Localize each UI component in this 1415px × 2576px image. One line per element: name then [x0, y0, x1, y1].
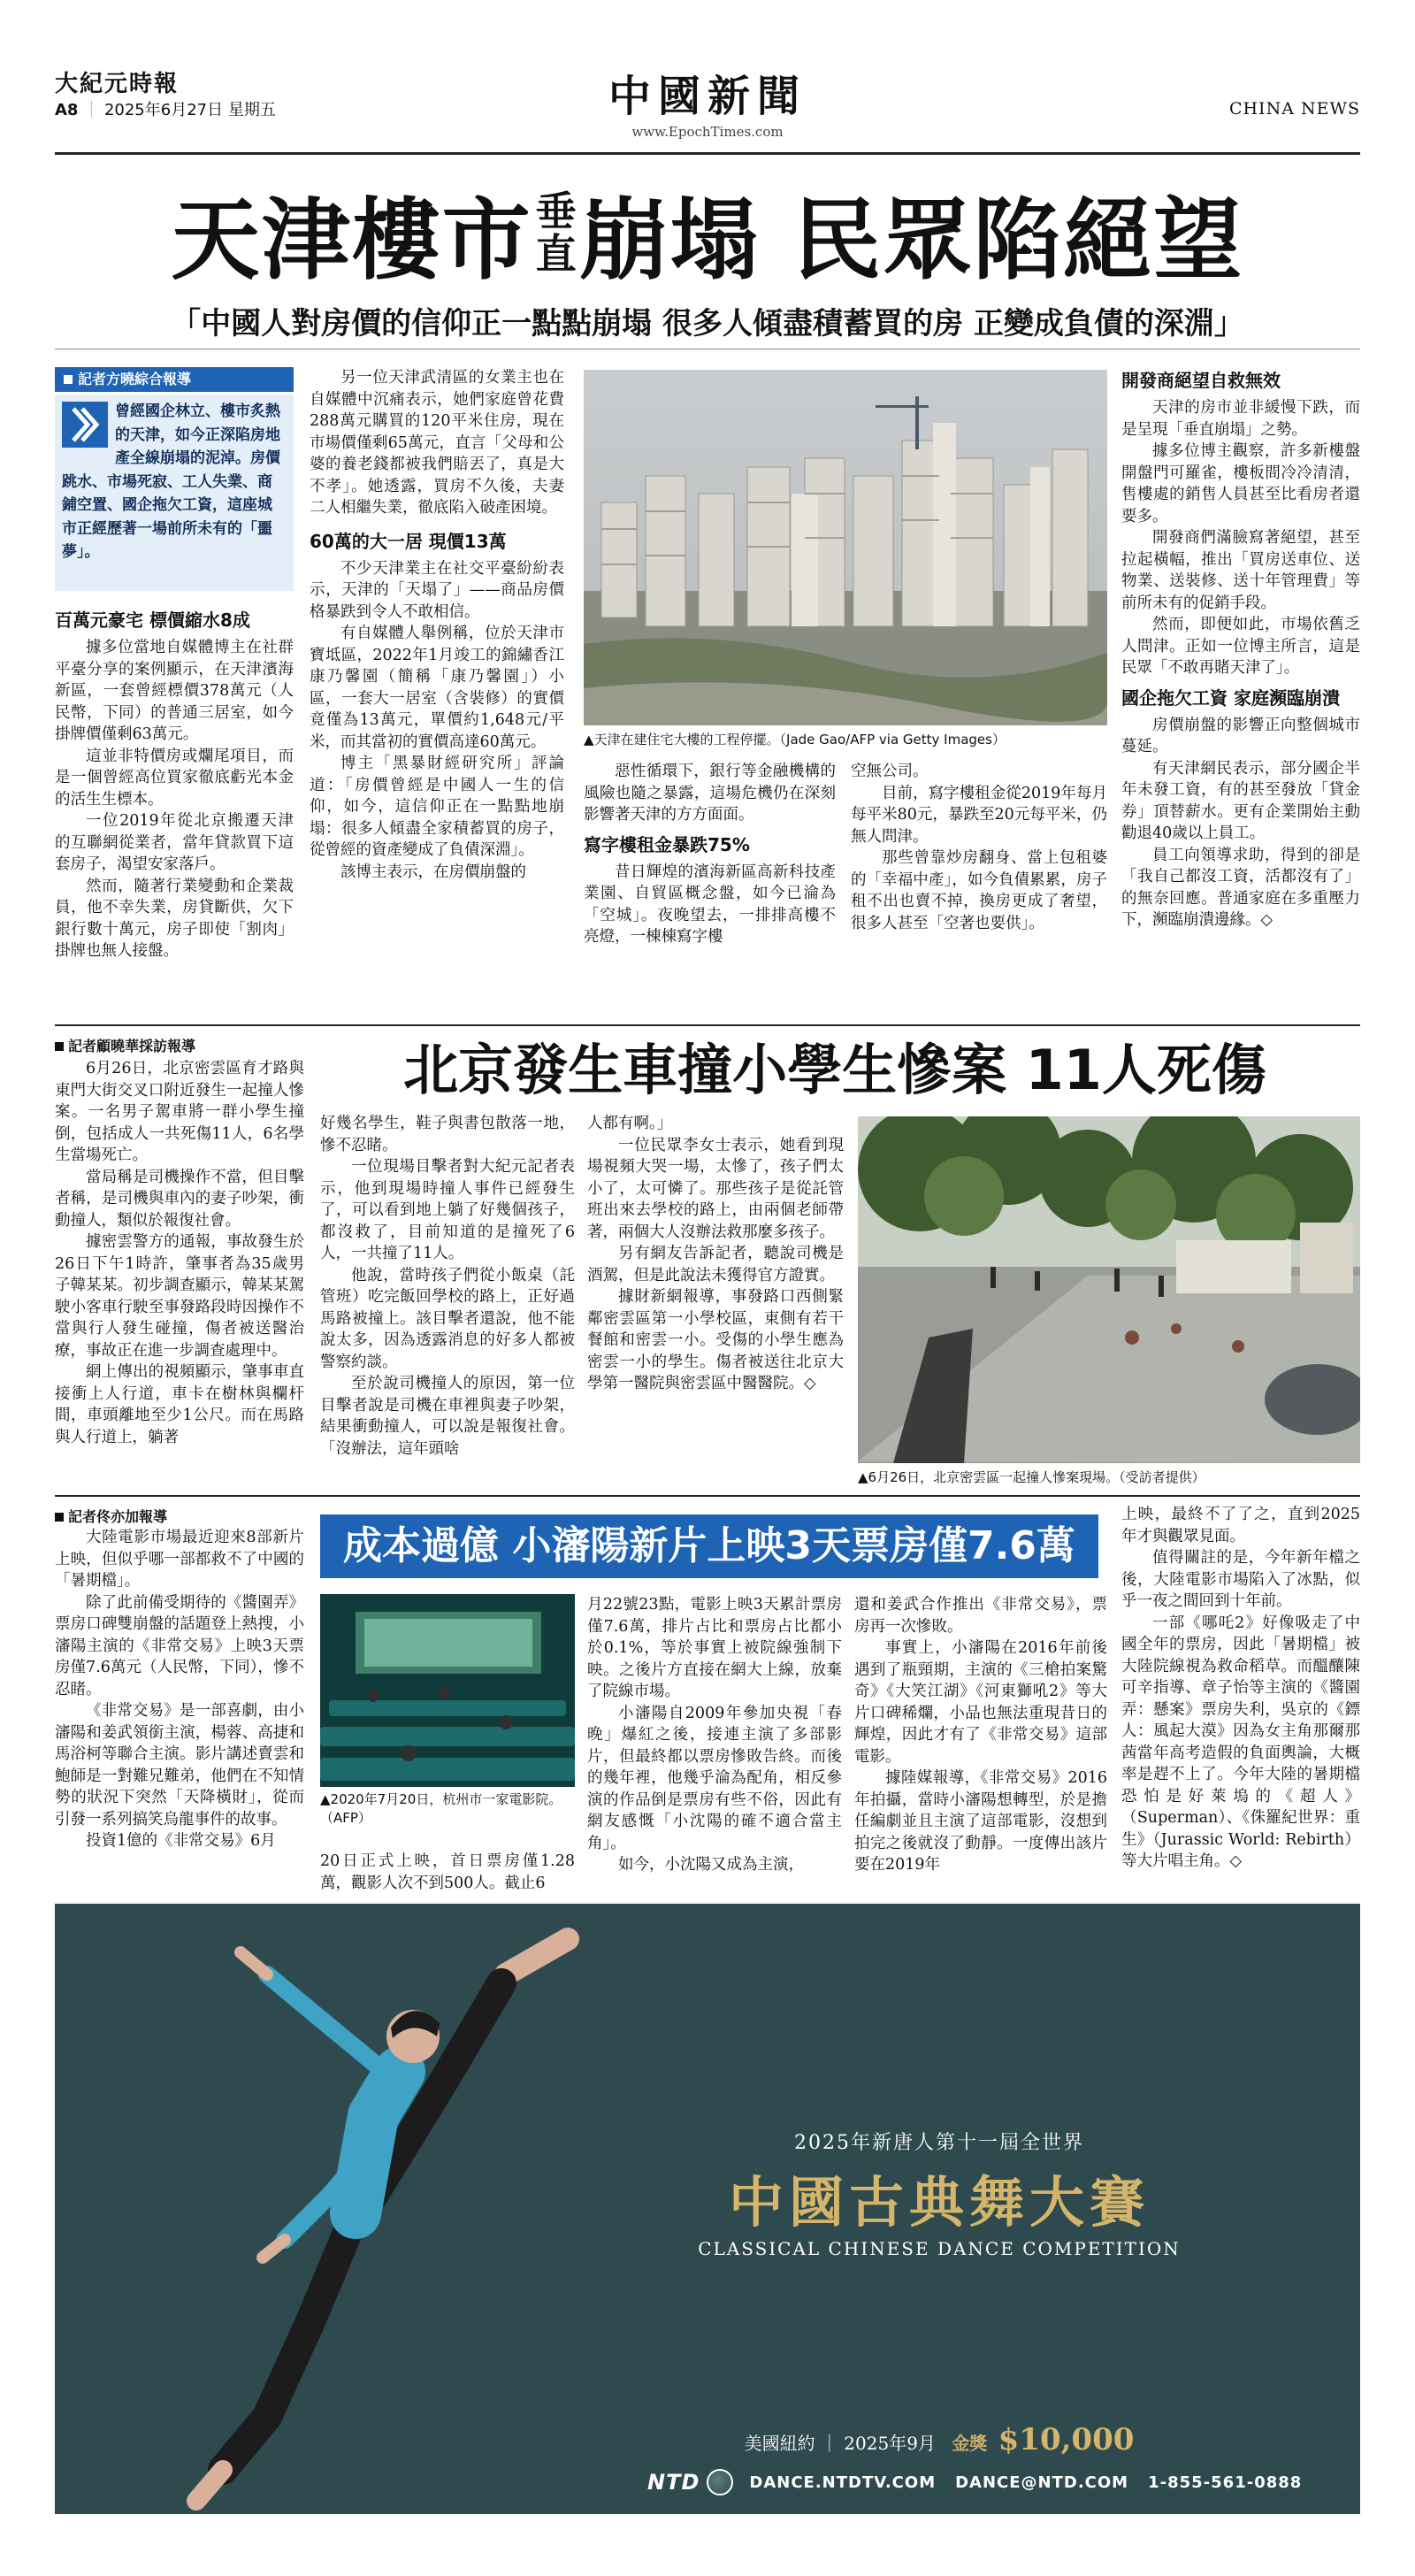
square-icon [55, 1513, 64, 1522]
ad-phone[interactable]: 1-855-561-0888 [1148, 2472, 1303, 2492]
paragraph: 大陸電影市場最近迎來8部新片上映，但似乎哪一部都救不了中國的「暑期檔」。 [55, 1529, 304, 1590]
paragraph: 目前，寫字樓租金從2019年每月每平米80元，暴跌至20元每平米，仍無人問津。 [851, 784, 1107, 846]
ad-title-small: 2025年新唐人第十一屆全世界 [794, 2132, 1084, 2154]
story3-byline-wrap [55, 1506, 167, 1526]
paragraph: 開發商們滿臉寫著絕望，甚至拉起橫幅，推出「買房送車位、送物業、送裝修、送十年管理費」等前所未有的促銷手段。 [1121, 529, 1360, 612]
paragraph: 那些曾靠炒房翻身、當上包租婆的「幸福中產」，如今負債累累，房子租不出也賣不掉，換房更成了奢望，很多人甚至「空著也要供」。 [851, 849, 1107, 932]
story1-col1 [55, 602, 294, 1017]
paragraph: 昔日輝煌的濱海新區高新科技產業園、自貿區概念盤，如今已淪為「空城」。夜晚望去，一排排高樓不亮燈，一棟棟寫字樓 [584, 862, 836, 946]
ad-email[interactable]: DANCE@NTD.COM [955, 2472, 1129, 2492]
ad-prize-amount: $10,000 [998, 2422, 1135, 2457]
tianjin-photo [584, 370, 1107, 725]
story1-subhead: 「中國人對房價的信仰正一點點崩塌 很多人傾盡積蓄買的房 正變成負債的深淵」 [171, 306, 1244, 341]
story3-col5 [1121, 1504, 1360, 1898]
story-divider [55, 1024, 1360, 1026]
ad-location-date: 美國紐約 ｜ 2025年9月 [744, 2433, 936, 2454]
headline-vertical-char: 垂 [535, 188, 577, 235]
paragraph: 上映，最終不了了之，直到2025年才與觀眾見面。 [1121, 1506, 1360, 1545]
paragraph: 不少天津業主在社交平臺紛紛表示，天津的「天塌了」——商品房價格暴跌到令人不敢相信。 [310, 559, 564, 621]
page-info: A8 ｜ 2025年6月27日 星期五 [55, 101, 276, 119]
issue-date: 2025年6月27日 星期五 [103, 101, 276, 119]
paragraph: 據財新網報導，事發路口西側緊鄰密雲區第一小學校區，東側有若干餐館和密雲一小。受傷的小學生應為密雲一小的學生。傷者被送往北京大學第一醫院與密雲區中醫醫院。◇ [587, 1288, 844, 1392]
cinema-photo-caption: ▲2020年7月20日，杭州市一家電影院。（AFP） [320, 1791, 562, 1826]
subheading: 國企拖欠工資 家庭瀕臨崩潰 [1121, 686, 1340, 709]
story-divider [55, 1495, 1360, 1497]
paragraph: 據密雲警方的通報，事故發生於26日下午1時許，肇事者為35歲男子韓某某。初步調查顯示，韓某某駕駛小客車行駛至事發路段時因操作不當與行人發生碰撞，傷者被送醫治療，事故正在進一步調查處理中。 [55, 1233, 304, 1360]
masthead [55, 62, 1360, 159]
story3-col4 [854, 1594, 1107, 1898]
ad-website[interactable]: DANCE.NTDTV.COM [749, 2472, 937, 2492]
paragraph: 據多位博主觀察，許多新樓盤開盤門可羅雀，樓板間冷冷清清，售樓處的銷售人員甚至比看房者還要多。 [1121, 442, 1360, 525]
dance-competition-ad[interactable] [55, 1904, 1360, 2514]
dancer-illustration [108, 1904, 656, 2514]
paragraph: 如今，小沈陽又成為主演， [618, 1856, 804, 1874]
paragraph: 網上傳出的視頻顯示，肇事車直接衝上人行道，車卡在樹林與欄杆間，車頭離地至少1公尺。而在馬路與人行道上，躺著 [55, 1363, 304, 1446]
paragraph: 該博主表示，在房價崩盤的 [340, 862, 526, 881]
paragraph: 房價崩盤的影響正向整個城市蔓延。 [1121, 716, 1360, 755]
paragraph: 月22號23點，電影上映3天累計票房僅7.6萬，排片占比和票房占比都小於0.1%，等於事實上被院線強制下映。之後片方直接在網大上線，放棄了院線市場。 [587, 1596, 842, 1700]
cinema-photo [320, 1594, 575, 1787]
paragraph: 惡性循環下，銀行等金融機構的風險也隨之暴露，這場危機仍在深刻影響著天津的方方面面。 [584, 763, 836, 824]
story2-col3 [587, 1113, 844, 1481]
story1-col2 [310, 367, 564, 1013]
paragraph: 這並非特價房或爛尾項目，而是一個曾經高位買家徹底虧光本金的活生生標本。 [55, 747, 294, 809]
crash-scene-photo [858, 1116, 1360, 1463]
paragraph: 據陸媒報導，《非常交易》2016年拍攝，當時小瀋陽想轉型，於是擔任編劇並且主演了這部電影，沒想到拍完之後就沒了動靜。一度傳出該片要在2019年 [854, 1769, 1107, 1874]
paragraph: 然而，隨著行業變動和企業裁員，他不幸失業，房貸斷供，欠下銀行數十萬元，房子即使「割肉」掛牌也無人接盤。 [55, 877, 294, 960]
story3-byline: 記者佟亦加報導 [68, 1508, 168, 1525]
paragraph: 好幾名學生，鞋子與書包散落一地，慘不忍睹。 [320, 1115, 575, 1154]
story2-byline-wrap [55, 1035, 195, 1055]
crash-photo-caption: ▲6月26日，北京密雲區一起撞人慘案現場。（受訪者提供） [858, 1469, 1205, 1485]
story1-col3 [584, 761, 836, 1017]
subheading: 開發商絕望自救無效 [1121, 370, 1281, 391]
section-title: 中國新聞 [608, 72, 807, 121]
paragraph: 還和姜武合作推出《非常交易》，票房再一次慘敗。 [854, 1596, 1107, 1636]
story1-col5 [1121, 367, 1360, 1017]
ntd-logo: NTD [647, 2470, 700, 2495]
square-icon [55, 1042, 64, 1051]
paragraph: 博主「黑暴財經研究所」評論道：「房價曾經是中國人一生的信仰，如今，這信仰正在一點點地崩塌：很多人傾盡全家積蓄買的房子，從曾經的資產變成了負債深淵」。 [310, 755, 564, 859]
ad-title-en: CLASSICAL CHINESE DANCE COMPETITION [698, 2238, 1181, 2259]
paragraph: 他說，當時孩子們從小飯桌（託管班）吃完飯回學校的路上，正好過馬路被撞上。該目擊者還說，他不能說太多，因為透露消息的好多人都被警察約談。 [320, 1266, 575, 1371]
paragraph: 當局稱是司機操作不當，但目擊者稱，是司機與車內的妻子吵架，衝動撞人，類似於報復社會。 [55, 1168, 304, 1230]
masthead-rule [55, 152, 1360, 155]
headline-part-b: 崩塌 民眾陷絕望 [579, 188, 1244, 292]
story2-col2 [320, 1113, 575, 1481]
paragraph: 事實上，小瀋陽在2016年前後遇到了瓶頸期，主演的《三槍拍案驚奇》《大笑江湖》《河東獅吼2》等大片口碑稀爛，小品也無法重現昔日的輝煌，因此才有了《非常交易》這部電影。 [854, 1639, 1107, 1766]
paragraph: 據多位當地自媒體博主在社群平臺分享的案例顯示，在天津濱海新區，一套曾經標價378萬元（人民幣，下同）的普通三居室，如今掛牌價僅剩63萬元。 [55, 639, 294, 743]
square-icon [64, 375, 73, 384]
page-number: A8 [55, 101, 79, 119]
ntd-globe-icon [707, 2469, 733, 2496]
story1-headline [55, 166, 1360, 299]
ad-prize-label: 金獎 [952, 2433, 988, 2454]
subheading: 寫字樓租金暴跌75% [584, 833, 750, 855]
headline-vertical [535, 188, 577, 278]
paragraph: 有自媒體人舉例稱，位於天津市寶坻區，2022年1月竣工的錦繡香江康乃馨園（簡稱「康乃馨園」）小區，一套大一居室（含裝修）的實價竟僅為13萬元，單價約1,648元/平米，而其當初的實價高達60萬元。 [310, 625, 564, 751]
story1-lead: 曾經國企林立、樓市炙熱的天津，如今正深陷房地產全線崩塌的泥淖。房價跳水、市場死寂、工人失業、商鋪空置、國企拖欠工資，這座城市正經歷著一場前所未有的「噩夢」。 [62, 402, 280, 561]
paragraph: 另有網友告訴記者，聽說司機是酒駕，但是此說法未獲得官方證實。 [587, 1245, 844, 1284]
paragraph: 一部《哪吒2》好像吸走了中國全年的票房，因此「暑期檔」被大陸院線視為救命稻草。而醞釀陳可辛指導、章子怡等主演的《醬園弄：懸案》票房失利，吳京的《鏢人：風起大漠》因為女主角那爾那茜當年高考造假的負面輿論，大概率是趕不上了。今年大陸的暑期檔恐怕是好萊塢的《超人》（Superman）、《侏羅紀世界：重生》（Jurassic World: Rebirth）等大片唱主角。◇ [1121, 1614, 1360, 1870]
story2-col1 [55, 1058, 304, 1481]
story1-col4 [851, 761, 1107, 1017]
subheading: 60萬的大一居 現價13萬 [310, 530, 507, 552]
ad-title-zh: 中國古典舞大賽 [728, 2170, 1150, 2235]
paragraph: 20日正式上映，首日票房僅1.28萬，觀影人次不到500人。截止6 [320, 1852, 575, 1892]
story3-col3 [587, 1594, 842, 1898]
paragraph: 《非常交易》是一部喜劇，由小瀋陽和姜武領銜主演，楊蓉、高捷和馬浴柯等聯合主演。影片講述賣雲和鮑師是一對難兄難弟，他們在不知情勢的狀況下突然「天降橫財」，從而引發一系列搞笑烏龍事件的故事。 [55, 1702, 304, 1828]
paragraph: 至於說司機撞人的原因，第一位目擊者說是司機在車裡與妻子吵架，結果衝動撞人，可以說是報復社會。「沒辦法，這年頭啥 [320, 1375, 575, 1458]
story3-col1 [55, 1527, 304, 1898]
story1-byline: 記者方曉綜合報導 [78, 371, 192, 387]
ad-prize-line [621, 2422, 1258, 2457]
subheading: 百萬元豪宅 標價縮水8成 [55, 610, 250, 631]
section-en: CHINA NEWS [1228, 99, 1360, 119]
paragraph: 員工向領導求助，得到的卻是「我自己都沒工資，活都沒有了」的無奈回應。普通家庭在多重壓力下，瀕臨崩潰邊緣。◇ [1121, 846, 1360, 929]
chevron-right-icon [62, 402, 108, 448]
story3-headline: 成本過億 小瀋陽新片上映3天票房僅7.6萬 [320, 1514, 1098, 1578]
paragraph: 人都有啊。」 [587, 1115, 673, 1132]
paragraph: 另一位天津武清區的女業主也在自媒體中沉痛表示，她們家庭曾花費288萬元購買的120平米住房，現在市場價僅剩65萬元，直言「父母和公婆的養老錢都被我們賠丟了，真是大不孝」。她透露，買房不久後，夫妻二人相繼失業，徹底陷入破產困境。 [310, 369, 564, 517]
paragraph: 然而，即便如此，市場依舊乏人問津。正如一位博主所言，這是民眾「不敢再賭天津了」。 [1121, 616, 1360, 677]
paragraph: 一位現場目擊者對大紀元記者表示，他到現場時撞人事件已經發生了，可以看到地上躺了好幾個孩子，都沒救了，目前知道的是撞死了6人，一共撞了11人。 [320, 1158, 575, 1262]
story3-col2 [320, 1851, 575, 1898]
paragraph: 天津的房市並非緩慢下跌，而是呈現「垂直崩塌」之勢。 [1121, 399, 1360, 439]
paragraph: 值得關註的是，今年新年檔之後，大陸電影市場陷入了冰點，似乎一夜之間回到十年前。 [1121, 1549, 1360, 1610]
paragraph: 除了此前備受期待的《醬園弄》票房口碑雙崩盤的話題登上熱搜，小瀋陽主演的《非常交易》上映3天票房僅7.6萬元（人民幣，下同），慘不忍睹。 [55, 1593, 304, 1698]
paper-name: 大紀元時報 [55, 71, 180, 97]
story1-byline-bar [55, 367, 294, 392]
headline-part-a: 天津樓市 [171, 188, 532, 292]
paragraph: 小瀋陽自2009年參加央視「春晚」爆紅之後，接連主演了多部影片，但最終都以票房慘敗告終。而後的幾年裡，他幾乎淪為配角，相反參演的作品倒是票房有些不俗，因此有網友感慨「小沈陽的確不適合當主角」。 [587, 1704, 842, 1852]
paragraph: 一位2019年從北京搬遷天津的互聯網從業者，當年貸款買下這套房子，渴望安家落戶。 [55, 812, 294, 873]
paragraph: 6月26日，北京密雲區育才路與東門大街交叉口附近發生一起撞人慘案。一名男子駕車將一群小學生撞倒，包括成人一共死傷11人，6名學生當場死亡。 [55, 1060, 304, 1164]
paragraph: 一位民眾李女士表示，她看到現場視頻大哭一場，太慘了，孩子們太小了，太可憐了。那些孩子是從託管班出來去學校的路上，由兩個老師帶著，兩個大人沒辦法救那麼多孩子。 [587, 1136, 844, 1241]
tianjin-photo-caption: ▲天津在建住宅大樓的工程停擺。（Jade Gao/AFP via Getty Images） [584, 732, 1006, 748]
paragraph: 投資1億的《非常交易》6月 [86, 1832, 276, 1850]
ad-contact-bar [647, 2466, 1302, 2498]
headline-vertical-char: 直 [535, 230, 577, 278]
paragraph: 有天津網民表示，部分國企半年未發工資，有的甚至發放「貸金券」頂替薪水。更有企業開始主動勸退40歲以上員工。 [1121, 759, 1360, 842]
story2-byline: 記者顧曉華採訪報導 [68, 1038, 196, 1054]
paragraph: 空無公司。 [851, 763, 929, 780]
story2-headline: 北京發生車撞小學生慘案 11人死傷 [403, 1038, 1266, 1102]
site-url: www.EpochTimes.com [631, 124, 784, 140]
story1-lead-box [55, 395, 294, 591]
